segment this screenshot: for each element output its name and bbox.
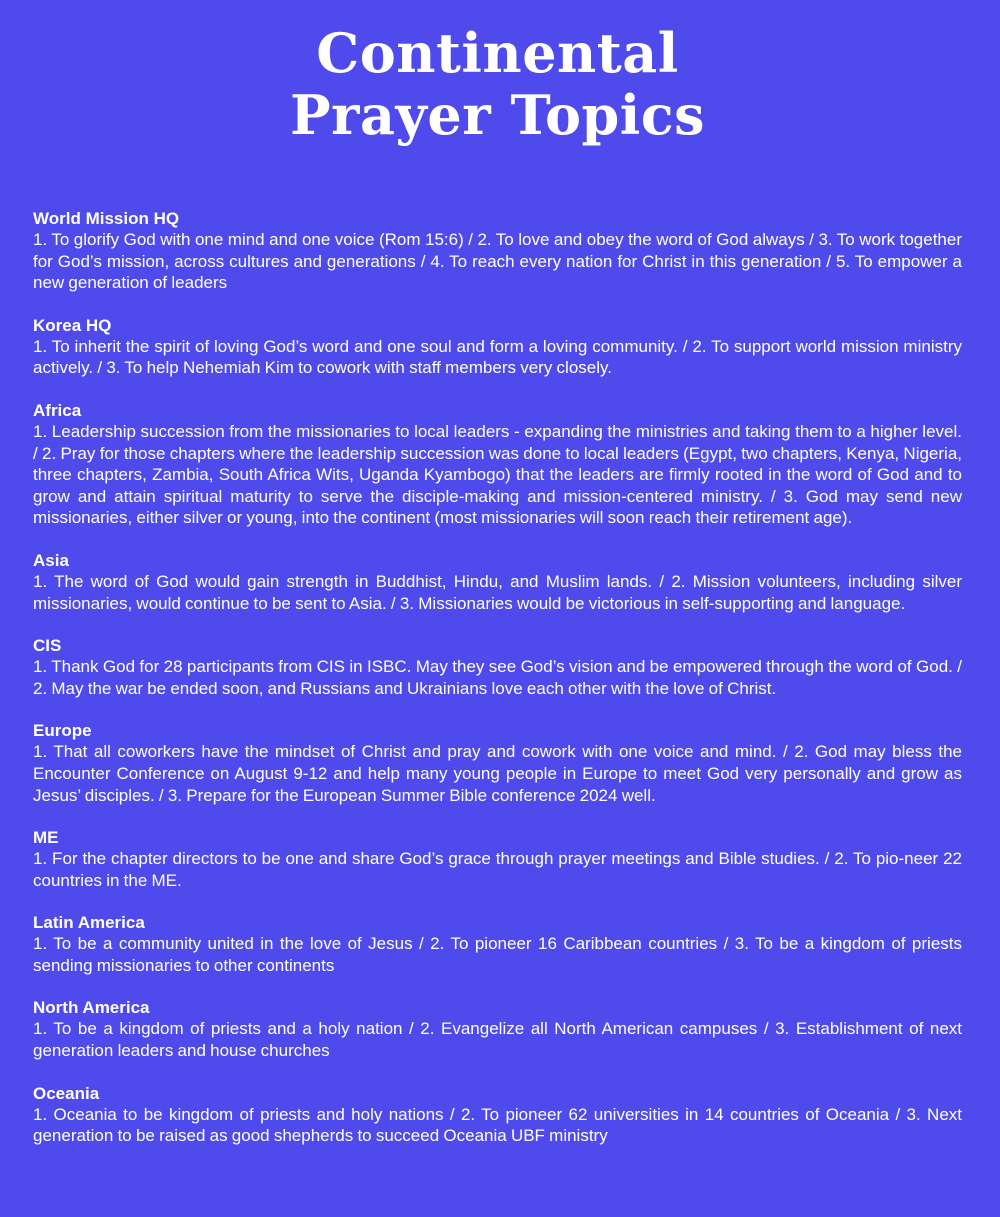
- section-europe: [33, 720, 962, 806]
- section-heading: Oceania: [33, 1083, 100, 1103]
- section-body: 1. Leadership succession from the missionaries to local leaders - expanding the ministries and taking them to a higher level. / 2. Pray for those chapters where the leadership succession was done to local leaders (Egypt, two chapters, Kenya, Nigeria, three chapters, Zambia, South Africa Wits, Uganda Kyambogo) that the leaders are firmly rooted in the word of God and to grow and attain spiritual maturity to serve the disciple-making and mission-centered ministry. / 3. God may send new missionaries, either silver or young, into the continent (most missionaries will soon reach their retirement age).: [33, 421, 962, 528]
- section-korea-hq: [33, 315, 962, 379]
- prayer-topics-list: [33, 208, 962, 1147]
- section-body: 1. Oceania to be kingdom of priests and holy nations / 2. To pioneer 62 universities in 14 countries of Oceania / 3. Next generation to be raised as good shepherds to succeed Oceania UBF ministry: [33, 1104, 962, 1146]
- section-heading: Korea HQ: [33, 315, 112, 335]
- section-oceania: [33, 1083, 962, 1147]
- section-me: [33, 827, 962, 891]
- section-body: 1. The word of God would gain strength in Buddhist, Hindu, and Muslim lands. / 2. Mission volunteers, including silver missionaries, would continue to be sent to Asia. / 3. Missionaries would be victorious in self-supporting and language.: [33, 571, 962, 613]
- section-latin-america: [33, 912, 962, 976]
- section-heading: Asia: [33, 550, 69, 570]
- section-body: 1. To glorify God with one mind and one voice (Rom 15:6) / 2. To love and obey the word of God always / 3. To work together for God’s mission, across cultures and generations / 4. To reach every nation for Christ in this generation / 5. To empower a new generation of leaders: [33, 230, 962, 293]
- section-body: 1. To be a kingdom of priests and a holy nation / 2. Evangelize all North American campuses / 3. Establishment of next generation leaders and house churches: [33, 1019, 962, 1061]
- section-heading: World Mission HQ: [33, 209, 180, 228]
- section-body: 1. To be a community united in the love of Jesus / 2. To pioneer 16 Caribbean countries / 3. To be a kingdom of priests sending missionaries to other continents: [33, 934, 962, 975]
- section-north-america: [33, 997, 962, 1061]
- section-body: 1. Thank God for 28 participants from CIS in ISBC. May they see God’s vision and be empowered through the word of God. / 2. May the war be ended soon, and Russians and Ukrainians love each other with the love of Christ.: [33, 657, 962, 698]
- section-asia: [33, 550, 962, 614]
- section-heading: Latin America: [33, 913, 145, 933]
- section-body: 1. That all coworkers have the mindset of Christ and pray and cowork with one voice and mind. / 2. God may bless the Encounter Conference on August 9-12 and help many young people in Europe to meet God very personally and grow as Jesus’ disciples. / 3. Prepare for the European Summer Bible conference 2024 well.: [33, 742, 962, 805]
- section-world-mission-hq: [33, 208, 962, 294]
- section-africa: [33, 400, 962, 529]
- title-line-2: Prayer Topics: [289, 83, 706, 147]
- title-line-1: Continental: [316, 21, 679, 85]
- section-heading: North America: [33, 998, 150, 1018]
- section-heading: Europe: [33, 721, 92, 741]
- section-heading: Africa: [33, 400, 82, 420]
- section-body: 1. For the chapter directors to be one and share God’s grace through prayer meetings and Bible studies. / 2. To pio-neer 22 countries in the ME.: [33, 849, 962, 890]
- section-body: 1. To inherit the spirit of loving God’s word and one soul and form a loving community. / 2. To support world mission ministry actively. / 3. To help Nehemiah Kim to cowork with staff members very closely.: [33, 336, 962, 378]
- section-heading: ME: [33, 828, 59, 848]
- section-heading: CIS: [33, 636, 62, 656]
- page-title: [33, 22, 962, 146]
- section-cis: [33, 635, 962, 699]
